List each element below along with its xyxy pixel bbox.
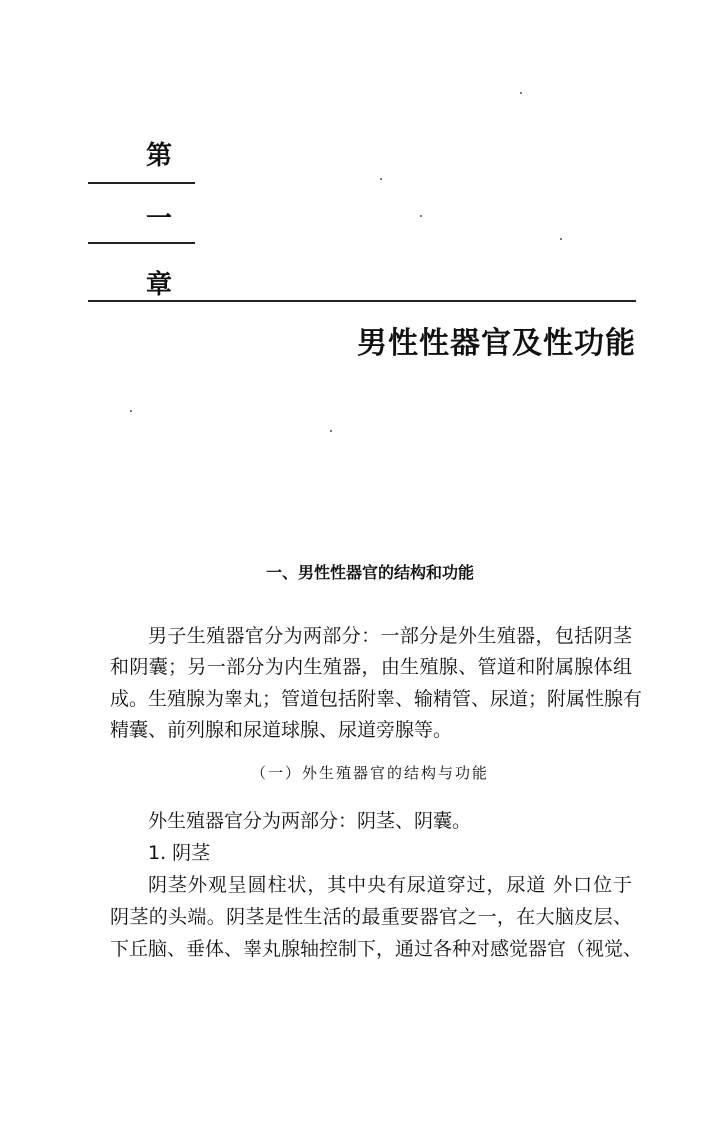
text-line: 成。生殖腺为睾丸；管道包括附睾、输精管、尿道；附属性腺有 [110,688,643,710]
text-line: 男子生殖器官分为两部分：一部分是外生殖器，包括阴茎 [148,625,632,647]
section-heading: 一、男性性器官的结构和功能 [265,563,474,582]
divider [88,182,195,184]
item-heading: 1. 阴茎 [148,842,211,864]
text-line: 外生殖器官分为两部分：阴茎、阴囊。 [148,810,472,832]
chapter-char: 第 [146,141,173,171]
text-line: 阴茎外观呈圆柱状，其中央有尿道穿过，尿道 外口位于 [148,874,632,896]
chapter-char: 一 [146,204,173,234]
chapter-title: 男性性器官及性功能 [357,326,636,361]
text-line: 和阴囊；另一部分为内生殖器，由生殖腺、管道和附属腺体组 [110,656,632,678]
divider [88,300,636,302]
subsection-heading: （一）外生殖器官的结构与功能 [250,764,489,782]
divider [88,242,195,244]
text-line: 精囊、前列腺和尿道球腺、尿道旁腺等。 [110,719,453,741]
text-line: 下丘脑、垂体、睾丸腺轴控制下，通过各种对感觉器官（视觉、 [110,938,643,960]
text-line: 阴茎的头端。阴茎是性生活的最重要器官之一，在大脑皮层、 [110,906,632,928]
chapter-char: 章 [146,270,173,300]
